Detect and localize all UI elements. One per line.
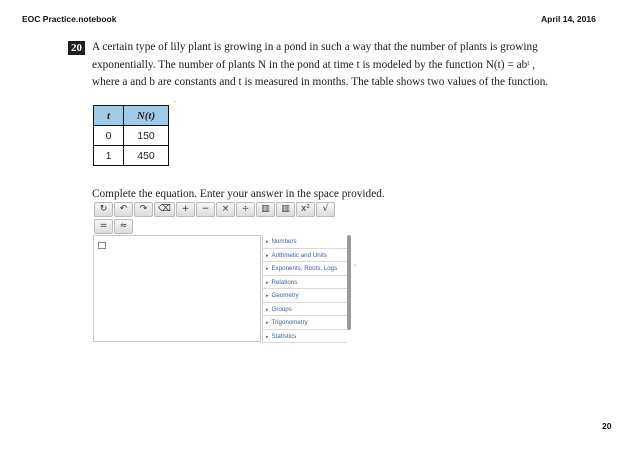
backspace-button[interactable]: ⌫ [154,202,175,217]
question-number-badge: 20 [68,41,85,55]
expand-arrow-icon: ▸ [266,320,269,326]
palette-item-label: Numbers [271,238,297,245]
expand-arrow-icon: ▸ [266,293,269,299]
minus-button[interactable]: − [196,202,215,217]
table-row [94,146,169,166]
palette-item-label: Groups [271,305,292,313]
palette-item-exponents[interactable] [262,262,347,276]
palette-item-label: Arithmetic and Units [271,251,327,259]
palette-item-label: Geometry [271,292,299,299]
stray-mark: . [174,95,176,104]
multiply-button[interactable]: × [216,202,235,217]
palette-item-statistics[interactable] [262,330,347,344]
table-cell: 1 [94,146,124,166]
fraction-button[interactable]: ▥ [256,202,275,217]
collapse-palette-icon[interactable]: ‹ [354,262,357,269]
equation-toolbar-row-2 [94,219,134,234]
square-root-button[interactable]: √ [316,202,335,217]
table-header-nt: N(t) [124,106,169,126]
palette-item-label: Trigonometry [271,319,308,326]
question-text-line-1: A certain type of lily plant is growing in a pond in such a way that the number of plants is growing [92,41,538,53]
clear-button[interactable]: ↻ [94,202,113,217]
expand-arrow-icon: ▸ [266,306,269,313]
table-row [94,126,169,146]
answer-input-area[interactable] [93,235,261,342]
equation-toolbar [94,202,336,217]
exponent-button[interactable]: x² [296,202,315,217]
table-header-row [94,106,169,126]
question-text-line-3: where a and b are constants and t is measured in months. The table shows two values of the function. [92,76,549,88]
equals-button[interactable]: = [94,219,113,234]
palette-item-label: Relations [271,278,298,286]
palette-item-relations[interactable] [262,276,347,290]
table-cell: 0 [94,126,124,146]
expand-arrow-icon: ▸ [266,266,269,272]
palette-item-label: Exponents, Roots, Logs [271,265,338,272]
table-header-t: t [94,106,124,126]
expand-arrow-icon: ▸ [266,239,269,245]
palette-scrollbar[interactable] [347,235,351,330]
page-number: 20 [602,421,612,431]
redo-button[interactable]: ↷ [134,202,153,217]
table-cell: 450 [124,146,169,166]
header-date: April 14, 2016 [541,14,596,24]
function-values-table [93,105,169,166]
mixed-number-button[interactable]: ▥ [276,202,295,217]
question-text-line-2: exponentially. The number of plants N in the pond at time t is modeled by the function N(t) = abᵗ , [92,59,536,71]
expand-arrow-icon: ▸ [266,252,269,259]
palette-item-arithmetic[interactable] [262,249,347,263]
plus-button[interactable]: + [176,202,195,217]
expand-arrow-icon: ▸ [266,333,269,340]
divide-button[interactable]: ÷ [236,202,255,217]
expand-arrow-icon: ▸ [266,279,269,286]
undo-button[interactable]: ↶ [114,202,133,217]
answer-placeholder-box[interactable] [98,242,106,249]
approx-button[interactable]: ≈ [114,219,133,234]
palette-item-label: Statistics [271,332,297,340]
answer-prompt: Complete the equation. Enter your answer in the space provided. [92,188,385,200]
notebook-title: EOC Practice.notebook [22,14,117,24]
table-cell: 150 [124,126,169,146]
symbol-palette [262,235,347,343]
palette-item-geometry[interactable] [262,289,347,303]
palette-item-numbers[interactable] [262,235,347,249]
palette-item-groups[interactable] [262,303,347,317]
palette-item-trigonometry[interactable] [262,316,347,330]
